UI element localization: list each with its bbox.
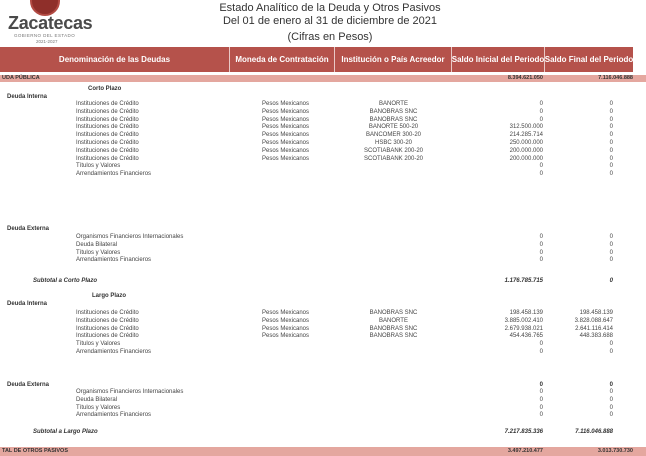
row-institucion: BANOBRAS SNC — [369, 333, 418, 340]
row-institucion: BANORTE — [379, 317, 408, 324]
row-institucion: BANOBRAS SNC — [369, 116, 418, 123]
row-saldo-final: 0 — [609, 163, 613, 170]
row-denominacion: Instituciones de Crédito — [76, 116, 139, 123]
row-saldo-inicial: 0 — [539, 396, 543, 403]
row-denominacion: Deuda Bilateral — [76, 241, 118, 248]
row-saldo-final: 0 — [609, 132, 613, 139]
row-denominacion: Arrendamientos Financieros — [76, 349, 152, 355]
row-denominacion: Instituciones de Crédito — [76, 310, 139, 316]
row-saldo-inicial: 312.500.000 — [509, 124, 543, 131]
row-institucion: SCOTIABANK 200-20 — [363, 155, 424, 162]
row-saldo-final: 0 — [609, 349, 613, 355]
row-denominacion: Organismos Financieros Internacionales — [76, 234, 184, 240]
row-saldo-inicial: 200.000.000 — [509, 155, 543, 162]
row-denominacion: Arrendamientos Financieros — [76, 171, 152, 178]
row-saldo-inicial: 0 — [539, 404, 543, 411]
row-saldo-final: 0 — [609, 124, 613, 131]
deuda-publica-label: UDA PÚBLICA — [2, 75, 40, 81]
row-denominacion: Instituciones de Crédito — [76, 155, 139, 162]
row-saldo-final: 0 — [609, 404, 613, 411]
row-denominacion: Instituciones de Crédito — [76, 147, 139, 154]
col-saldo-inicial: Saldo Inicial del Periodo — [452, 47, 545, 72]
row-saldo-final: 0 — [609, 389, 613, 395]
cp-subtotal-final: 0 — [609, 278, 613, 284]
row-denominacion: Títulos y Valores — [76, 249, 121, 256]
report-title: Estado Analítico de la Deuda y Otros Pasivos — [219, 2, 441, 14]
row-saldo-final: 0 — [609, 341, 613, 348]
lp-externa-inicial: 0 — [539, 382, 543, 388]
row-saldo-final: 0 — [609, 249, 613, 256]
row-denominacion: Instituciones de Crédito — [76, 140, 139, 146]
row-saldo-final: 0 — [609, 257, 613, 264]
row-saldo-final: 0 — [609, 234, 613, 240]
row-moneda: Pesos Mexicanos — [262, 101, 310, 107]
deuda-publica-inicial: 8.394.621.050 — [507, 75, 543, 81]
row-saldo-inicial: 0 — [539, 349, 543, 355]
col-moneda: Moneda de Contratación — [230, 47, 335, 72]
lp-interna-heading: Deuda Interna — [7, 301, 48, 307]
row-denominacion: Instituciones de Crédito — [76, 124, 139, 131]
row-saldo-final: 2.641.116.414 — [575, 325, 613, 332]
row-saldo-final: 3.828.088.647 — [574, 317, 613, 324]
row-denominacion: Instituciones de Crédito — [76, 333, 139, 340]
row-saldo-final: 448.383.688 — [579, 333, 613, 340]
cp-subtotal-label: Subtotal a Corto Plazo — [33, 278, 98, 284]
row-saldo-inicial: 0 — [539, 341, 543, 348]
row-moneda: Pesos Mexicanos — [262, 333, 310, 340]
cp-externa-heading: Deuda Externa — [7, 226, 50, 232]
row-moneda: Pesos Mexicanos — [262, 325, 310, 332]
row-saldo-inicial: 0 — [539, 163, 543, 170]
cp-interna-heading: Deuda Interna — [7, 94, 48, 100]
row-saldo-inicial: 0 — [539, 171, 543, 178]
row-saldo-final: 0 — [609, 155, 613, 162]
otros-pasivos-final: 3.013.730.730 — [597, 448, 633, 454]
col-institucion: Institución o País Acreedor — [335, 47, 452, 72]
row-saldo-inicial: 0 — [539, 101, 543, 107]
row-institucion: BANORTE — [379, 101, 408, 107]
logo-years: 2021-2027 — [36, 39, 58, 44]
otros-pasivos-inicial: 3.497.210.477 — [507, 448, 543, 454]
lp-subtotal-label: Subtotal a Largo Plazo — [33, 429, 98, 435]
row-saldo-inicial: 200.000.000 — [509, 147, 543, 154]
row-saldo-inicial: 0 — [539, 412, 543, 419]
row-denominacion: Deuda Bilateral — [76, 396, 118, 403]
row-moneda: Pesos Mexicanos — [262, 310, 310, 316]
row-saldo-inicial: 250.000.000 — [509, 140, 543, 146]
row-institucion: BANCOMER 300-20 — [365, 132, 422, 139]
row-saldo-final: 0 — [609, 241, 613, 248]
row-saldo-final: 198.458.139 — [579, 310, 613, 316]
row-institucion: SCOTIABANK 200-20 — [363, 147, 424, 154]
row-saldo-final: 0 — [609, 147, 613, 154]
row-institucion: HSBC 300-20 — [374, 140, 413, 146]
row-institucion: BANOBRAS SNC — [369, 310, 418, 316]
col-denominacion: Denominación de las Deudas — [0, 47, 230, 72]
row-institucion: BANOBRAS SNC — [369, 325, 418, 332]
row-saldo-inicial: 0 — [539, 257, 543, 264]
otros-pasivos-label: TAL DE OTROS PASIVOS — [2, 448, 69, 454]
lp-subtotal-inicial: 7.217.835.336 — [504, 429, 543, 435]
row-saldo-inicial: 454.436.765 — [509, 333, 543, 340]
row-saldo-inicial: 0 — [539, 108, 543, 115]
report-period: Del 01 de enero al 31 de diciembre de 2021 — [222, 15, 438, 27]
row-saldo-inicial: 0 — [539, 241, 543, 248]
row-denominacion: Títulos y Valores — [76, 404, 121, 411]
row-moneda: Pesos Mexicanos — [262, 317, 310, 324]
row-moneda: Pesos Mexicanos — [262, 132, 310, 139]
row-institucion: BANORTE 500-20 — [368, 124, 419, 131]
row-denominacion: Títulos y Valores — [76, 341, 121, 348]
lp-externa-final: 0 — [609, 382, 613, 388]
deuda-publica-final: 7.116.046.888 — [598, 75, 633, 81]
row-denominacion: Instituciones de Crédito — [76, 325, 139, 332]
row-saldo-inicial: 214.285.714 — [509, 132, 543, 139]
row-saldo-inicial: 198.458.139 — [509, 310, 543, 316]
row-denominacion: Instituciones de Crédito — [76, 317, 139, 324]
row-saldo-final: 0 — [609, 412, 613, 419]
row-saldo-final: 0 — [609, 108, 613, 115]
row-saldo-inicial: 2.679.938.021 — [504, 325, 543, 332]
row-saldo-inicial: 0 — [539, 234, 543, 240]
row-saldo-inicial: 0 — [539, 116, 543, 123]
row-saldo-final: 0 — [609, 140, 613, 146]
row-denominacion: Instituciones de Crédito — [76, 101, 139, 107]
row-moneda: Pesos Mexicanos — [262, 147, 310, 154]
cp-subtotal-inicial: 1.176.785.715 — [504, 278, 543, 284]
col-saldo-final: Saldo Final del Periodo — [545, 47, 633, 72]
row-moneda: Pesos Mexicanos — [262, 155, 310, 162]
largo-plazo-heading: Largo Plazo — [92, 293, 127, 299]
zacatecas-logo — [6, 0, 96, 44]
row-moneda: Pesos Mexicanos — [262, 124, 310, 131]
row-saldo-final: 0 — [609, 116, 613, 123]
row-denominacion: Organismos Financieros Internacionales — [76, 389, 184, 395]
row-institucion: BANOBRAS SNC — [369, 108, 418, 115]
row-saldo-final: 0 — [609, 396, 613, 403]
row-saldo-inicial: 0 — [539, 249, 543, 256]
row-moneda: Pesos Mexicanos — [262, 108, 310, 115]
logo-name: Zacatecas — [8, 13, 93, 33]
row-moneda: Pesos Mexicanos — [262, 140, 310, 146]
row-saldo-final: 0 — [609, 101, 613, 107]
logo-subtitle: GOBIERNO DEL ESTADO — [14, 33, 76, 38]
row-saldo-inicial: 3.885.002.410 — [504, 317, 543, 324]
row-denominacion: Títulos y Valores — [76, 163, 121, 170]
row-denominacion: Arrendamientos Financieros — [76, 412, 152, 419]
lp-externa-heading: Deuda Externa — [7, 382, 50, 388]
row-denominacion: Arrendamientos Financieros — [76, 257, 152, 264]
report-units: (Cifras en Pesos) — [287, 31, 373, 43]
row-denominacion: Instituciones de Crédito — [76, 108, 139, 115]
lp-subtotal-final: 7.116.046.888 — [575, 429, 613, 435]
row-moneda: Pesos Mexicanos — [262, 116, 310, 123]
corto-plazo-heading: Corto Plazo — [88, 86, 122, 92]
row-saldo-inicial: 0 — [539, 389, 543, 395]
row-saldo-final: 0 — [609, 171, 613, 178]
otros-pasivos-band — [0, 447, 646, 456]
deuda-publica-band — [0, 75, 646, 82]
row-denominacion: Instituciones de Crédito — [76, 132, 139, 139]
